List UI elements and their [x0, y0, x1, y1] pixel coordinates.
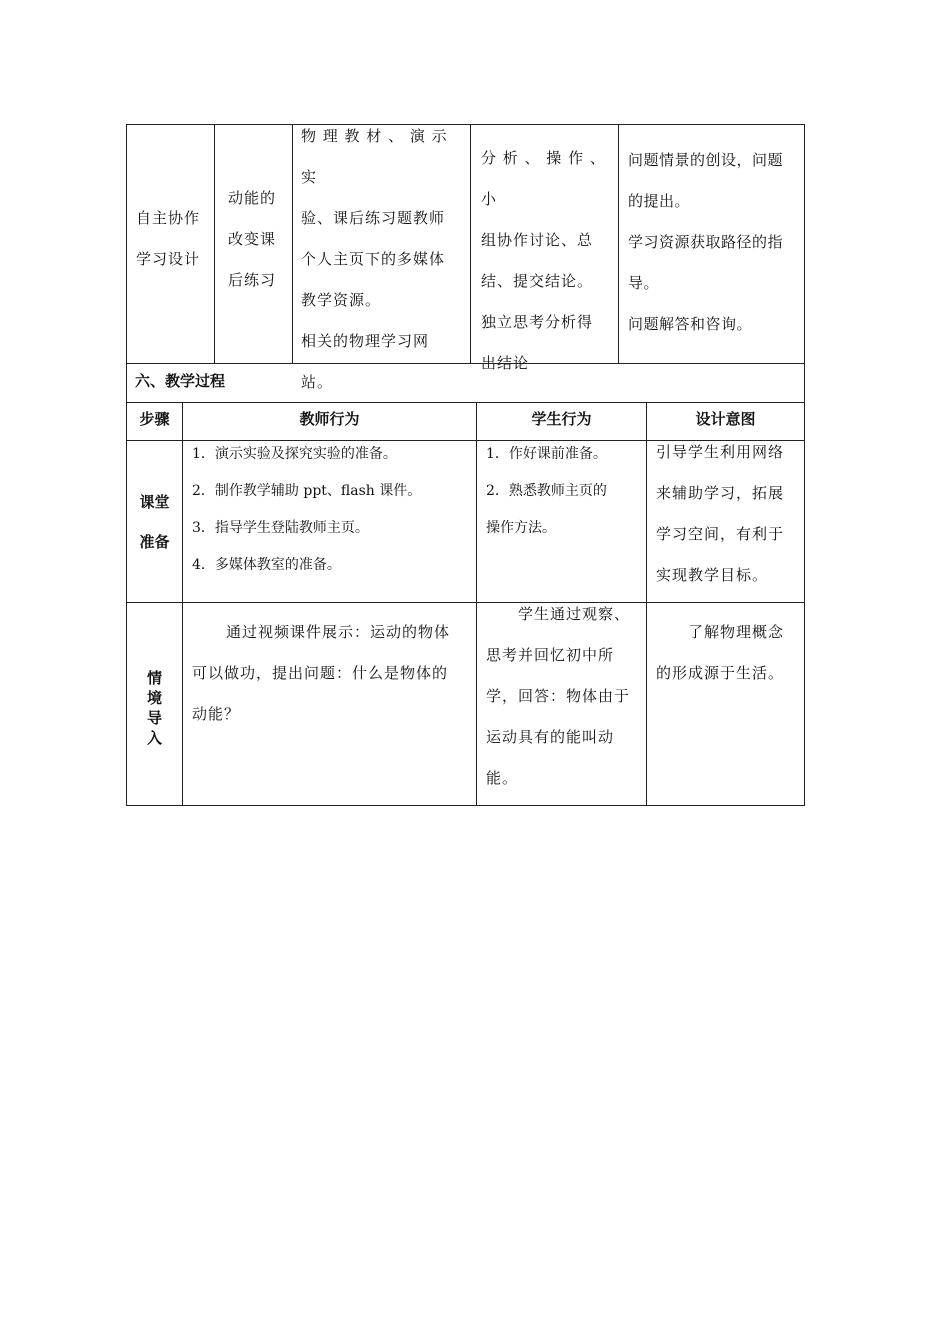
design-intent-prep: 引导学生利用网络 来辅助学习，拓展 学习空间，有利于 实现教学目标。 — [656, 443, 785, 584]
practice-topic-cell: 动能的 改变课 后练习 — [228, 189, 277, 289]
section-title: 六、教学过程 — [135, 372, 226, 390]
header-intent: 设计意图 — [695, 410, 756, 428]
student-actions-prep: 1．作好课前准备。 2．熟悉教师主页的 操作方法。 — [486, 446, 607, 536]
divider — [470, 124, 471, 364]
header-step: 步骤 — [139, 410, 170, 428]
header-student: 学生行为 — [531, 410, 592, 428]
step-label-prep: 课堂 准备 — [139, 493, 170, 551]
divider — [182, 402, 183, 806]
divider — [292, 124, 293, 364]
design-type-cell: 自主协作 学习设计 — [136, 209, 201, 268]
teacher-guidance-cell: 问题情景的创设，问题 的提出。 学习资源获取路径的指 导。 问题解答和咨询。 — [628, 151, 784, 333]
step-label-intro: 情 境 导 入 — [146, 669, 162, 747]
teacher-actions-prep: 1．演示实验及探究实验的准备。 2．制作教学辅助 ppt、flash 课件。 3．指导学生登陆教师主页。 4．多媒体教室的准备。 — [192, 446, 422, 573]
resources-cell: 物 理 教 材 、 演 示 实 验、课后练习题教师 个人主页下的多媒体 教学资源。 相关的物理学习网 站。 — [301, 127, 448, 391]
divider — [214, 124, 215, 364]
divider — [646, 402, 647, 806]
header-teacher: 教师行为 — [299, 410, 360, 428]
divider — [476, 402, 477, 806]
teacher-actions-intro: 通过视频课件展示：运动的物体 可以做功，提出问题：什么是物体的 动能？ — [192, 623, 451, 723]
section-title-row — [126, 363, 805, 403]
student-actions-intro: 学生通过观察、 思考并回忆初中所 学，回答：物体由于 运动具有的能叫动 能。 — [486, 605, 631, 787]
design-intent-intro: 了解物理概念 的形成源于生活。 — [656, 623, 785, 682]
divider — [126, 602, 805, 603]
divider — [618, 124, 619, 364]
student-activity-cell: 分 析 、 操 作 、 小 组协作讨论、总 结、提交结论。 独立思考分析得 出结论 — [481, 149, 606, 372]
